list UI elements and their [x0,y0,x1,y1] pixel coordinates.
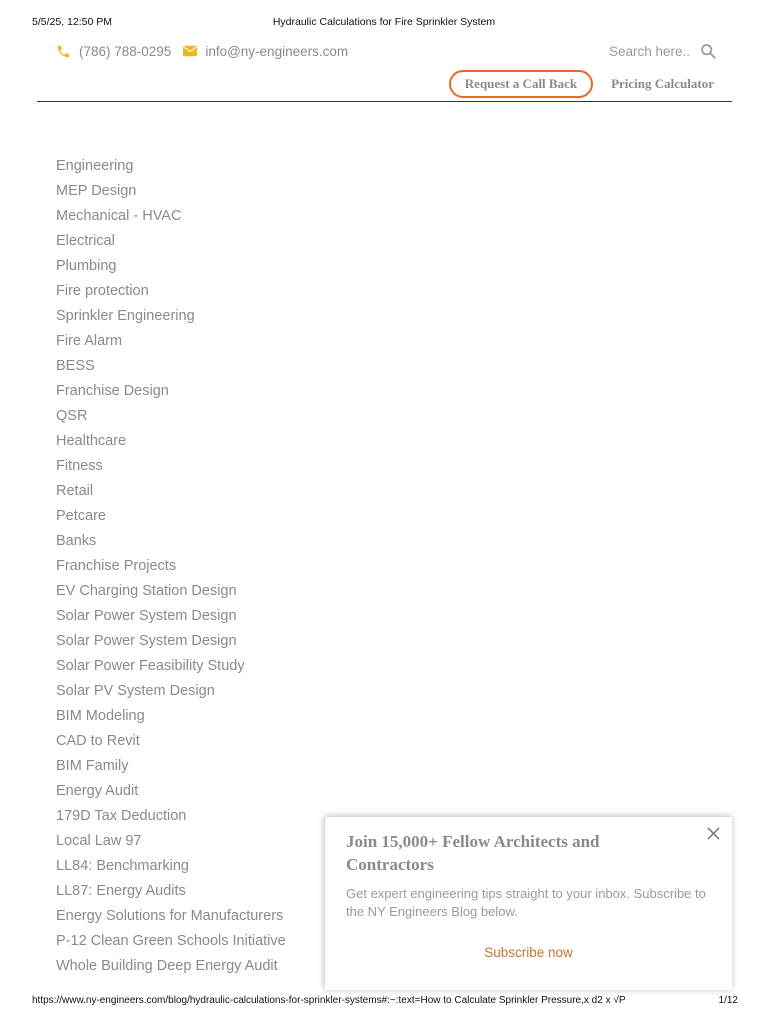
menu-item[interactable]: Solar Power System Design [56,608,237,624]
menu-item[interactable]: Petcare [56,508,106,524]
menu-item[interactable]: Banks [56,533,97,549]
popup-body-text: Get expert engineering tips straight to your inbox. Subscribe to the NY Engineers Blog below. [346,886,706,919]
menu-item[interactable]: BIM Family [56,758,129,774]
close-icon[interactable] [707,827,720,840]
menu-item[interactable]: Fire protection [56,283,149,299]
menu-item[interactable]: Whole Building Deep Energy Audit [56,958,278,974]
phone-icon [56,44,71,59]
email-address: info@ny-engineers.com [205,43,349,59]
menu-item[interactable]: QSR [56,408,88,424]
print-url: https://www.ny-engineers.com/blog/hydraulic-calculations-for-sprinkler-systems#:~:text=How to Calculate Sprinkler Pressure,x d2 x √P [32,995,626,1006]
menu-item[interactable]: MEP Design [56,183,137,199]
phone-number: (786) 788-0295 [79,43,172,59]
header-divider [37,101,732,102]
menu-item[interactable]: Retail [56,483,94,499]
subscribe-now-link[interactable]: Subscribe now [484,945,573,960]
phone-link[interactable] [56,44,171,59]
menu-item[interactable]: 179D Tax Deduction [56,808,187,824]
print-datetime: 5/5/25, 12:50 PM [32,16,112,28]
menu-item[interactable]: Sprinkler Engineering [56,308,195,324]
menu-item[interactable]: EV Charging Station Design [56,583,237,599]
request-call-back-button[interactable]: Request a Call Back [449,70,593,98]
popup-heading: Join 15,000+ Fellow Architects and Contractors [346,832,600,874]
menu-item[interactable]: LL84: Benchmarking [56,858,189,874]
menu-item[interactable]: BESS [56,358,95,374]
menu-item[interactable]: Electrical [56,233,115,249]
envelope-icon [183,45,197,57]
menu-item[interactable]: Plumbing [56,258,117,274]
menu-item[interactable]: Energy Solutions for Manufacturers [56,908,284,924]
menu-item[interactable]: Solar Power Feasibility Study [56,658,245,674]
menu-item[interactable]: Local Law 97 [56,833,142,849]
menu-item[interactable]: LL87: Energy Audits [56,883,186,899]
header-cta-row [449,70,714,98]
search-bar[interactable] [609,40,716,62]
services-menu [56,154,286,979]
pricing-calculator-link[interactable]: Pricing Calculator [611,76,714,91]
menu-item[interactable]: Solar Power System Design [56,633,237,649]
newsletter-popup [325,817,732,990]
menu-item[interactable]: Solar PV System Design [56,683,215,699]
menu-item[interactable]: P-12 Clean Green Schools Initiative [56,933,286,949]
menu-item[interactable]: Fire Alarm [56,333,123,349]
menu-item[interactable]: CAD to Revit [56,733,140,749]
menu-item[interactable]: Engineering [56,158,134,174]
menu-item[interactable]: Franchise Projects [56,558,177,574]
email-link[interactable] [183,44,348,59]
contact-bar [56,40,360,62]
print-document-title: Hydraulic Calculations for Fire Sprinkler System [272,16,496,28]
print-page-number: 1/12 [718,995,738,1006]
search-icon[interactable] [700,43,716,59]
menu-item[interactable]: BIM Modeling [56,708,145,724]
menu-item[interactable]: Mechanical - HVAC [56,208,182,224]
menu-item[interactable]: Healthcare [56,433,127,449]
menu-item[interactable]: Energy Audit [56,783,139,799]
print-footer [32,995,738,1009]
search-input[interactable]: Search here.. [608,43,690,59]
menu-item[interactable]: Franchise Design [56,383,169,399]
menu-item[interactable]: Fitness [56,458,103,474]
print-header [32,16,736,30]
